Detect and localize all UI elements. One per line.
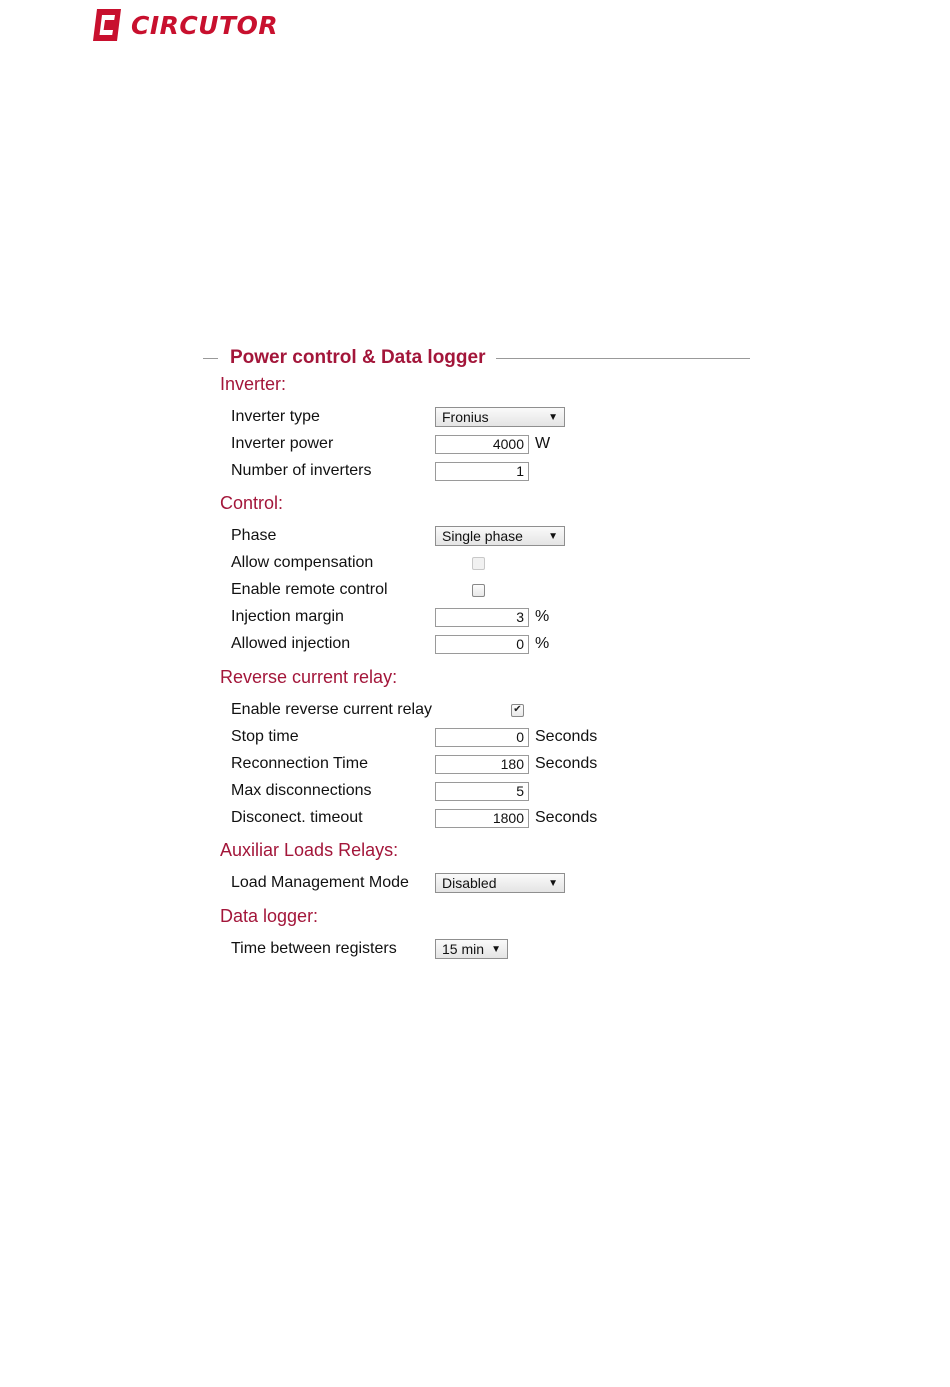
allowed-injection-input[interactable]	[435, 635, 529, 654]
row-load-management-mode	[231, 872, 565, 894]
triangle-down-icon: ▼	[548, 411, 558, 423]
load-management-mode-select[interactable]	[435, 873, 565, 893]
row-allow-compensation	[231, 552, 485, 574]
checkmark-icon: ✔	[513, 704, 522, 715]
stop-time-label: Stop time	[231, 728, 299, 745]
section-title-data-logger: Data logger:	[220, 906, 319, 926]
row-enable-remote-control	[231, 579, 485, 601]
triangle-down-icon: ▼	[548, 877, 558, 889]
legend-divider-right	[496, 358, 750, 359]
triangle-down-icon: ▼	[548, 530, 558, 542]
phase-select[interactable]	[435, 526, 565, 546]
fieldset-title: Power control & Data logger	[230, 347, 486, 368]
legend-divider-left	[203, 358, 218, 359]
disconnect-timeout-input[interactable]	[435, 809, 529, 828]
circutor-logo-icon	[90, 7, 124, 43]
time-between-registers-value: 15 min	[442, 941, 485, 957]
inverter-power-unit: W	[535, 435, 551, 452]
row-number-of-inverters	[231, 460, 529, 482]
logo-text: CIRCUTOR	[131, 10, 279, 40]
fieldset-legend	[203, 344, 750, 372]
inverter-type-select[interactable]	[435, 407, 565, 427]
row-time-between-registers	[231, 938, 508, 960]
row-stop-time	[231, 726, 597, 748]
row-injection-margin	[231, 606, 549, 628]
enable-reverse-relay-label: Enable reverse current relay	[231, 701, 432, 718]
reconnection-time-label: Reconnection Time	[231, 755, 368, 772]
injection-margin-unit: %	[535, 608, 550, 625]
inverter-power-input[interactable]	[435, 435, 529, 454]
load-management-mode-label: Load Management Mode	[231, 874, 409, 891]
row-reconnection-time	[231, 753, 597, 775]
reconnection-time-unit: Seconds	[535, 755, 598, 772]
max-disconnections-label: Max disconnections	[231, 782, 372, 799]
disconnect-timeout-label: Disconect. timeout	[231, 809, 363, 826]
section-title-control: Control:	[220, 493, 284, 513]
row-enable-reverse-relay	[231, 699, 524, 721]
allowed-injection-label: Allowed injection	[231, 635, 351, 652]
time-between-registers-select[interactable]	[435, 939, 508, 959]
stop-time-unit: Seconds	[535, 728, 598, 745]
stop-time-input[interactable]	[435, 728, 529, 747]
number-of-inverters-label: Number of inverters	[231, 462, 372, 479]
section-title-aux-relays: Auxiliar Loads Relays:	[220, 840, 399, 860]
row-phase	[231, 525, 565, 547]
injection-margin-label: Injection margin	[231, 608, 344, 625]
inverter-type-value: Fronius	[442, 409, 489, 425]
max-disconnections-input[interactable]	[435, 782, 529, 801]
inverter-power-label: Inverter power	[231, 435, 334, 452]
phase-label: Phase	[231, 527, 277, 544]
triangle-down-icon: ▼	[491, 943, 501, 955]
row-max-disconnections	[231, 780, 529, 802]
allow-compensation-checkbox[interactable]	[472, 557, 485, 570]
load-management-mode-value: Disabled	[442, 875, 497, 891]
circutor-logo	[90, 6, 278, 44]
row-allowed-injection	[231, 633, 549, 655]
inverter-type-label: Inverter type	[231, 408, 320, 425]
enable-reverse-relay-checkbox[interactable]	[511, 704, 524, 717]
row-disconnect-timeout	[231, 807, 597, 829]
section-title-reverse-relay: Reverse current relay:	[220, 667, 398, 687]
phase-value: Single phase	[442, 528, 523, 544]
number-of-inverters-input[interactable]	[435, 462, 529, 481]
enable-remote-control-checkbox[interactable]	[472, 584, 485, 597]
row-inverter-power	[231, 433, 550, 455]
allow-compensation-label: Allow compensation	[231, 554, 374, 571]
reconnection-time-input[interactable]	[435, 755, 529, 774]
section-title-inverter: Inverter:	[220, 374, 287, 394]
time-between-registers-label: Time between registers	[231, 940, 397, 957]
allowed-injection-unit: %	[535, 635, 550, 652]
disconnect-timeout-unit: Seconds	[535, 809, 598, 826]
row-inverter-type	[231, 406, 565, 428]
enable-remote-control-label: Enable remote control	[231, 581, 388, 598]
injection-margin-input[interactable]	[435, 608, 529, 627]
